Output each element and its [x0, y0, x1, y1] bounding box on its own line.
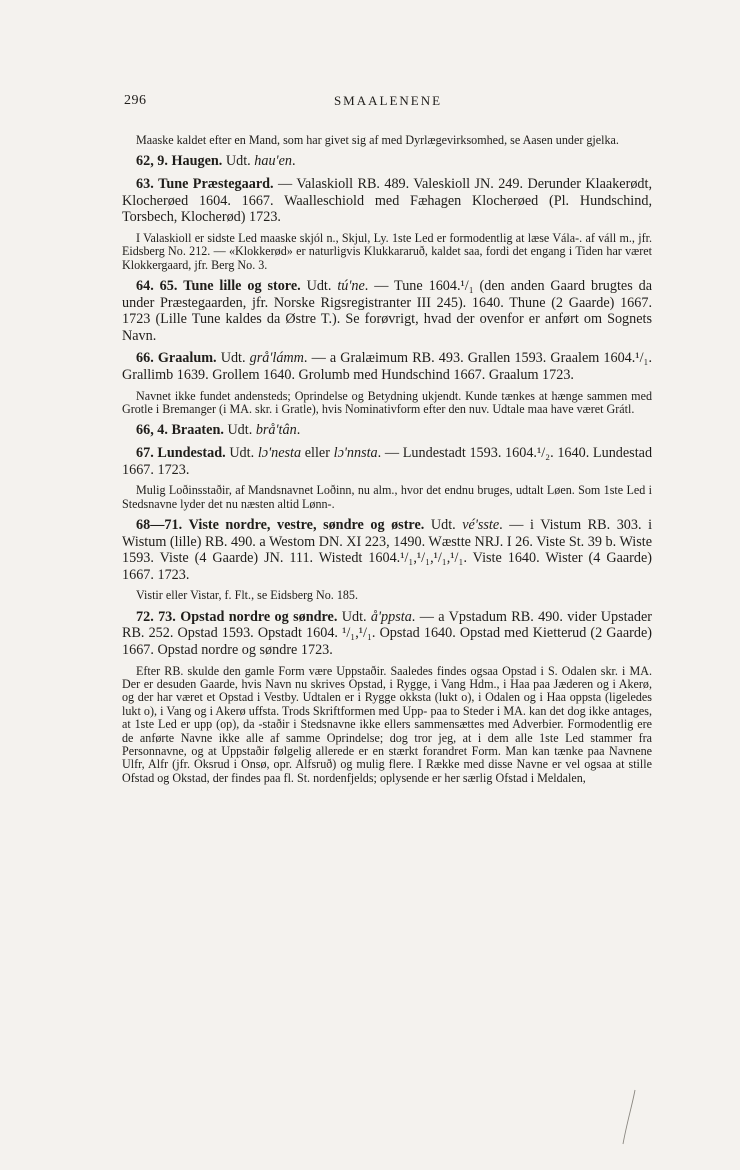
entry-63: 63. Tune Præstegaard. — Valaskioll RB. 489. Valeskioll JN. 249. Derunder Klaakerødt, Klocherøed 1604. 1667. Waalleschiold med Fæhagen Klocherøed (Pl. Hundschind, Torsbech, Klocherød) 1723.	[122, 176, 653, 226]
note-paragraph: Maaske kaldet efter en Mand, som har givet sig af med Dyrlægevirksomhed, se Aasen under gjelka.	[136, 133, 619, 147]
pronunciation: vé'sste	[462, 516, 500, 533]
entry-number: 67.	[136, 444, 154, 461]
entry-heading: Tune lille og store.	[183, 278, 301, 294]
entry-number: 63.	[136, 176, 154, 192]
entry-64-65: 64. 65. Tune lille og store. Udt. tú'ne. — Tune 1604.¹/₁ (den anden Gaard brugtes da under Præstegaarden, jfr. Norske Rigsregistranter III 245). 1640. Thune (2 Gaarde) 1667. 1723 (Lille Tune kaldes da Østre T.). Se forøvrigt, hvad der ovenfor er anført om Sognets Navn.	[122, 278, 653, 344]
note-paragraph: Vistir eller Vistar, f. Flt., se Eidsberg No. 185.	[136, 588, 358, 603]
pronunciation: tú'ne	[337, 278, 365, 294]
pronunciation-alt: lɔ'nnsta	[333, 444, 378, 461]
note-paragraph: Navnet ikke fundet andensteds; Oprindelse og Betydning ukjendt. Kunde tænkes at hænge sammen med Grotle i Bremanger (i MA. skr. i Gratle), hvis Nominativform efter den nuv. Udtale maa have været Grátl.	[122, 388, 652, 416]
running-head: SMAALENENE	[333, 93, 443, 108]
entry-heading: Opstad nordre og søndre.	[180, 608, 338, 625]
entry-heading: Braaten.	[171, 422, 224, 439]
page-body	[122, 134, 652, 785]
entry-heading: Haugen.	[171, 153, 223, 170]
pronunciation: å'ppsta	[370, 608, 412, 625]
entry-number: 64. 65.	[136, 278, 178, 294]
pronunciation: hau'en	[254, 153, 292, 170]
pronunciation: brå'tân	[255, 422, 297, 439]
entry-number: 68—71.	[136, 516, 183, 533]
entry-heading: Tune Præstegaard.	[158, 176, 274, 192]
entry-number: 66.	[136, 350, 154, 367]
note-paragraph: Mulig Loðinsstaðir, af Mandsnavnet Loðinn, nu alm., hvor det endnu bruges, udtalt Løen. Som 1ste Led i Stedsnavne lyder det nu næsten altid Lønn-.	[122, 483, 652, 511]
entry-66: 66. Graalum. Udt. grå'lámm. — a Gralæimum RB. 493. Grallen 1593. Graalem 1604.¹/₁. Grallimb 1639. Grollem 1640. Grolumb med Hundschind 1667. Graalum 1723.	[122, 350, 653, 383]
entry-67: 67. Lundestad. Udt. lɔ'nesta eller lɔ'nnsta. — Lundestadt 1593. 1604.¹/₂. 1640. Lundestad 1667. 1723.	[122, 444, 653, 478]
entry-heading: Lundestad.	[157, 444, 226, 461]
entry-heading: Viste nordre, vestre, søndre og østre.	[188, 516, 425, 533]
entry-number: 62, 9.	[136, 153, 168, 170]
entry-number: 66, 4.	[136, 422, 168, 439]
page-header	[124, 93, 652, 113]
pronunciation: lɔ'nesta	[257, 444, 302, 461]
entry-62-9: 62, 9. Haugen. Udt. hau'en.	[136, 153, 296, 170]
entry-72-73: 72. 73. Opstad nordre og søndre. Udt. å'ppsta. — a Vpstadum RB. 490. vider Upstader RB. 252. Opstad 1593. Opstadt 1604. ¹/₁,¹/₁. Opstad 1640. Opstad med Kietterud (2 Gaarde) 1667. Opstad nordre og søndre 1723.	[122, 608, 653, 658]
pronunciation: grå'lámm	[249, 350, 304, 367]
entry-68-71: 68—71. Viste nordre, vestre, søndre og østre. Udt. vé'sste. — i Vistum RB. 303. i Wistum (lille) RB. 490. a Westom DN. XI 223, 1490. Wæstte NRJ. I 26. Viste St. 39 b. Wiste 1593. Viste (4 Gaarde) JN. 111. Wistedt 1604.¹/₁,¹/₁,¹/₁,¹/₁. Viste 1640. Wister (4 Gaarde) 1667. 1723.	[122, 516, 653, 583]
entry-number: 72. 73.	[136, 608, 176, 625]
entry-heading: Graalum.	[157, 350, 217, 367]
pencil-mark	[620, 1088, 640, 1148]
note-paragraph: I Valaskioll er sidste Led maaske skjól n., Skjul, Ly. 1ste Led er formodentlig at læse Vála-. af váll m., jfr. Eidsberg No. 212. — «Klokkerød» er naturligvis Klukkararuð, kaldet saa, fordi det engang i Tiden har været Klokkergaard, jfr. Berg No. 3.	[122, 230, 652, 272]
note-paragraph: Efter RB. skulde den gamle Form være Uppstaðir. Saaledes findes ogsaa Opstad i S. Odalen skr. i MA. Der er desuden Gaarde, hvis Navn nu skrives Opstad, i Rygge, i Vang Hdm., i Haa paa Jæderen og i Akerø, og der har været et Opstad i Vestby. Udtalen er i Rygge okksta (lukt o), i Odalen og i Haa oppsta (ligeledes lukt o), i Vang og i Akerø uffsta. Trods Skriftformen med Upp- paa to Steder i MA. kan det dog ikke antages, at 1ste Led er upp (op), da -staðir i Stedsnavne ikke ellers sammensættes med Adverbier. Formodentlig ere de anførte Navne ikke alle af samme Oprindelse; dog tror jeg, at i dem alle 1ste Led stammer fra Personnavne, og at Uppstaðir følgelig allerede er en stærkt forandret Form. Man kan tænke paa Navnene Ulfr, Alfr (jfr. Oksrud i Onsø, opr. Alfsruð) og mulig flere. I Række med disse Navne er vel ogsaa at stille Ofstad og Okstad, der findes paa fl. St. nordenfjelds; oplysende er her særlig Ofstad i Meldalen,	[122, 663, 652, 785]
page-number: 296	[124, 93, 147, 108]
entry-66-4: 66, 4. Braaten. Udt. brå'tân.	[136, 422, 301, 439]
